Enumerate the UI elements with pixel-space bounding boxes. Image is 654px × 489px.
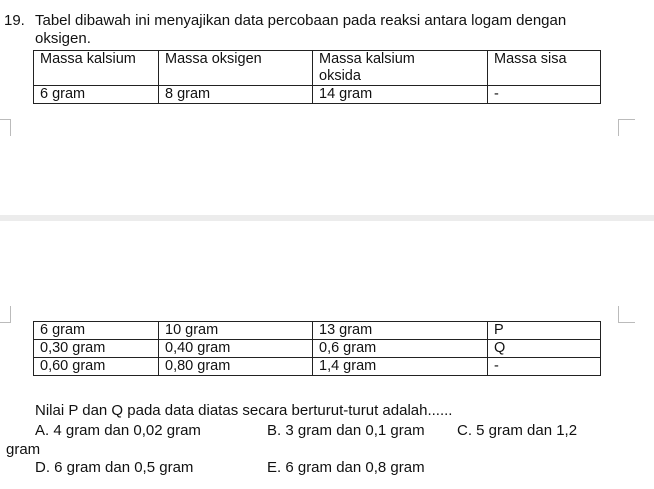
question-line-2: oksigen. — [35, 30, 91, 47]
table-cell: 8 gram — [159, 86, 313, 104]
page-corner-mark — [0, 119, 11, 136]
table-cell-p: P — [488, 322, 601, 340]
table-header-row — [34, 51, 601, 86]
question-text — [35, 12, 635, 48]
table-row — [34, 86, 601, 104]
page-separator — [0, 215, 654, 221]
table-cell: - — [488, 358, 601, 376]
table-cell: 0,6 gram — [313, 340, 488, 358]
option-c[interactable]: C. 5 gram dan 1,2 — [457, 422, 578, 439]
question-stem: Nilai P dan Q pada data diatas secara berturut-turut adalah...... — [35, 402, 453, 419]
header-massa-oksigen: Massa oksigen — [159, 51, 313, 86]
header-massa-kalsium-oksida-line1: Massa kalsium — [319, 51, 415, 67]
option-d[interactable]: D. 6 gram dan 0,5 gram — [35, 459, 194, 476]
option-c-wrap: gram — [6, 441, 41, 458]
data-table-top — [33, 50, 601, 104]
table-cell: 0,40 gram — [159, 340, 313, 358]
header-massa-kalsium-oksida-line2: oksida — [319, 68, 361, 84]
table-cell: 14 gram — [313, 86, 488, 104]
table-row — [34, 340, 601, 358]
question-number: 19. — [4, 12, 25, 29]
table-cell: 13 gram — [313, 322, 488, 340]
page-corner-mark — [618, 306, 635, 323]
table-cell: 0,60 gram — [34, 358, 159, 376]
page-corner-mark — [618, 119, 635, 136]
table-cell: 0,80 gram — [159, 358, 313, 376]
header-massa-kalsium-oksida — [313, 51, 488, 86]
table-cell: 10 gram — [159, 322, 313, 340]
table-cell: 6 gram — [34, 322, 159, 340]
table-cell: - — [488, 86, 601, 104]
table-cell: 0,30 gram — [34, 340, 159, 358]
table-row — [34, 358, 601, 376]
option-b[interactable]: B. 3 gram dan 0,1 gram — [267, 422, 425, 439]
table-row — [34, 322, 601, 340]
header-massa-kalsium: Massa kalsium — [34, 51, 159, 86]
page-corner-mark — [0, 306, 11, 323]
table-cell: 1,4 gram — [313, 358, 488, 376]
question-line-1: Tabel dibawah ini menyajikan data percobaan pada reaksi antara logam dengan — [35, 12, 567, 29]
table-cell-q: Q — [488, 340, 601, 358]
option-e[interactable]: E. 6 gram dan 0,8 gram — [267, 459, 425, 476]
table-cell: 6 gram — [34, 86, 159, 104]
header-massa-sisa: Massa sisa — [488, 51, 601, 86]
data-table-bottom — [33, 321, 601, 376]
option-a[interactable]: A. 4 gram dan 0,02 gram — [35, 422, 201, 439]
